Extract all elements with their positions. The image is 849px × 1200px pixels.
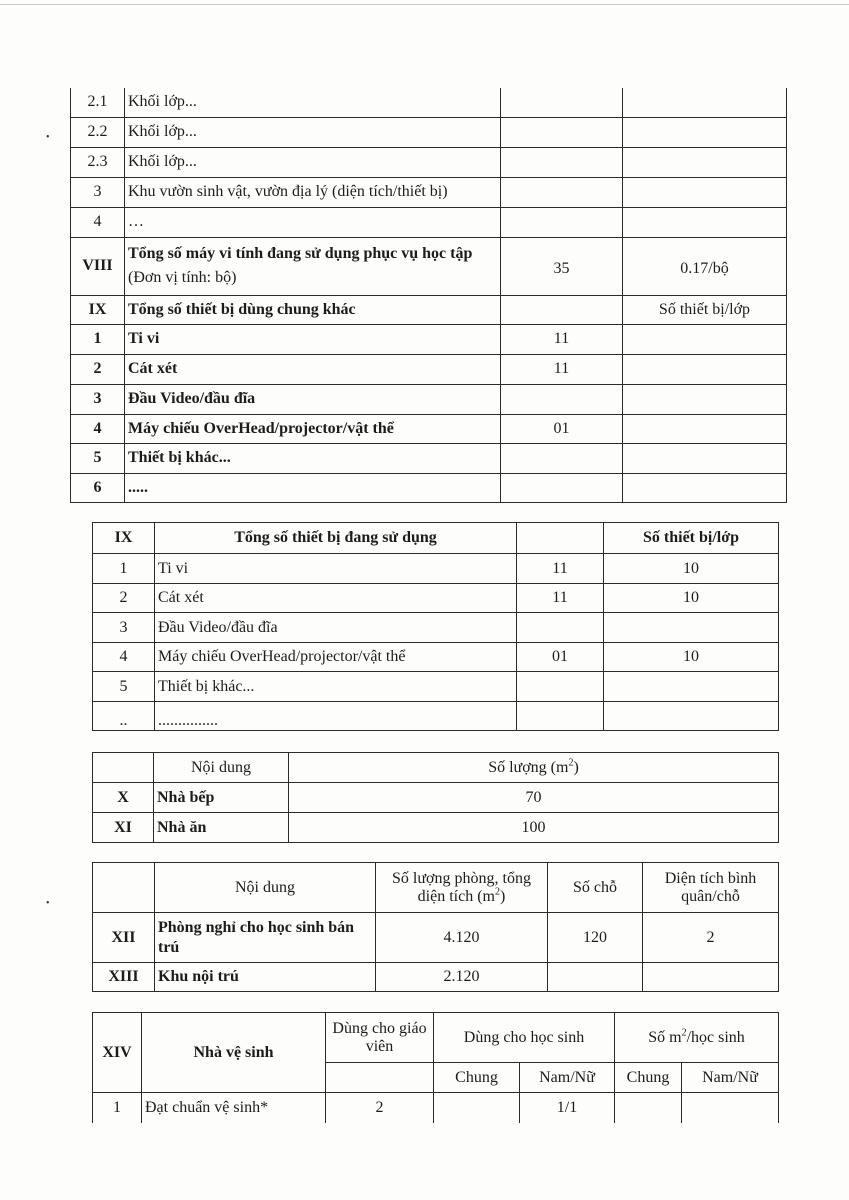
- header-m2-label: Số m: [648, 1028, 682, 1046]
- kitchen-dining-table: [92, 752, 779, 843]
- row-number: 1: [93, 1093, 142, 1123]
- table-row: [71, 177, 787, 207]
- row-content: …: [125, 207, 501, 237]
- row-quantity: [501, 443, 623, 473]
- subheader-teachers-empty: [326, 1063, 434, 1093]
- row-number: 5: [93, 672, 155, 702]
- row-content: Phòng nghỉ cho học sinh bán trú: [155, 913, 376, 963]
- row-content: Đầu Video/đầu đĩa: [125, 384, 501, 414]
- header-content: Nội dung: [155, 863, 376, 913]
- section-title: Tổng số thiết bị đang sử dụng: [155, 523, 517, 554]
- subheader-common-m2: Chung: [615, 1063, 682, 1093]
- header-ratio: Số thiết bị/lớp: [604, 523, 779, 554]
- row-quantity: [517, 672, 604, 702]
- table-row: [93, 702, 779, 731]
- table-row-section-ix: [71, 295, 787, 324]
- row-number: 2: [93, 584, 155, 613]
- table-row: [71, 473, 787, 502]
- row-ratio: 10: [604, 554, 779, 584]
- table-row: [93, 584, 779, 613]
- row-content: ...............: [155, 702, 517, 731]
- row-number: XII: [93, 913, 155, 963]
- row-number: 1: [71, 324, 125, 354]
- row-m2-common: [615, 1093, 682, 1123]
- header-m2-per-student: [615, 1013, 779, 1063]
- table-row: [71, 147, 787, 177]
- scan-speck: •: [46, 898, 50, 909]
- row-number: XI: [93, 813, 154, 843]
- row-quantity: 11: [517, 584, 604, 613]
- header-number: [93, 863, 155, 913]
- row-content: Ti vi: [125, 324, 501, 354]
- row-content: Khu nội trú: [155, 963, 376, 992]
- row-number: XIII: [93, 963, 155, 992]
- table-row: [93, 783, 779, 813]
- table-row: [93, 672, 779, 702]
- scan-speck: •: [46, 132, 50, 143]
- table-row: [71, 443, 787, 473]
- table-row: [71, 384, 787, 414]
- row-seats: [548, 963, 643, 992]
- toilets-table: [92, 1012, 779, 1123]
- row-number: ..: [93, 702, 155, 731]
- subheader-male-female: Nam/Nữ: [520, 1063, 615, 1093]
- table-row: [93, 813, 779, 843]
- table-row: [71, 324, 787, 354]
- section-number: IX: [93, 523, 155, 554]
- row-number: 6: [71, 473, 125, 502]
- table-row: [71, 354, 787, 384]
- table-row: [71, 117, 787, 147]
- table-row: [71, 88, 787, 117]
- row-content: Tổng số thiết bị dùng chung khác: [125, 295, 501, 324]
- row-content: Nhà ăn: [154, 813, 289, 843]
- header-quantity-label: Số lượng (m: [488, 758, 569, 776]
- row-number: 3: [71, 177, 125, 207]
- row-content: Nhà bếp: [154, 783, 289, 813]
- row-content: Máy chiếu OverHead/projector/vật thể: [155, 643, 517, 672]
- row-ratio: [623, 117, 787, 147]
- row-content: [125, 237, 501, 295]
- table-header-row: [93, 1013, 779, 1063]
- row-content: Thiết bị khác...: [155, 672, 517, 702]
- subheader-male-female-m2: Nam/Nữ: [682, 1063, 779, 1093]
- row-content: Đầu Video/đầu đĩa: [155, 613, 517, 643]
- row-ratio: [623, 414, 787, 443]
- row-ratio: [623, 177, 787, 207]
- row-ratio: [604, 702, 779, 731]
- row-quantity: [501, 117, 623, 147]
- table-row: [93, 963, 779, 992]
- section-title: Tổng số máy vi tính đang sử dụng phục vụ học tập: [128, 245, 473, 262]
- table-row: [71, 414, 787, 443]
- row-quantity: 100: [289, 813, 779, 843]
- row-number: 2.1: [71, 88, 125, 117]
- row-quantity: [501, 295, 623, 324]
- row-avg-area: [643, 963, 779, 992]
- row-ratio: [623, 384, 787, 414]
- row-teachers: 2: [326, 1093, 434, 1123]
- row-ratio: [623, 207, 787, 237]
- row-number: X: [93, 783, 154, 813]
- row-content: Ti vi: [155, 554, 517, 584]
- row-number: 1: [93, 554, 155, 584]
- unit-note: (Đơn vị tính: bộ): [128, 269, 237, 286]
- row-number: 5: [71, 443, 125, 473]
- row-number: 4: [93, 643, 155, 672]
- row-content: .....: [125, 473, 501, 502]
- header-m2-suffix: /học sinh: [686, 1028, 745, 1046]
- row-quantity: [517, 613, 604, 643]
- row-quantity: 01: [501, 414, 623, 443]
- header-content: Nội dung: [154, 753, 289, 783]
- row-number: 4: [71, 207, 125, 237]
- header-quantity-close: ): [573, 758, 579, 776]
- row-ratio: [604, 672, 779, 702]
- row-quantity: [501, 384, 623, 414]
- table-header-row: [93, 753, 779, 783]
- row-number: 4: [71, 414, 125, 443]
- row-rooms-area: 2.120: [376, 963, 548, 992]
- table-row: [93, 913, 779, 963]
- row-ratio: [623, 88, 787, 117]
- row-number: 2.3: [71, 147, 125, 177]
- row-number: VIII: [71, 237, 125, 295]
- row-quantity: 35: [501, 237, 623, 295]
- row-ratio: 10: [604, 584, 779, 613]
- scan-top-edge: [0, 4, 849, 5]
- row-content: Đạt chuẩn vệ sinh*: [142, 1093, 326, 1123]
- row-quantity: [517, 702, 604, 731]
- boarding-rooms-table: [92, 862, 779, 992]
- row-content: Khối lớp...: [125, 117, 501, 147]
- header-seats: Số chỗ: [548, 863, 643, 913]
- header-students: Dùng cho học sinh: [434, 1013, 615, 1063]
- superscript: 2: [494, 886, 500, 898]
- row-ratio: [623, 473, 787, 502]
- header-quantity: [517, 523, 604, 554]
- row-ratio: [604, 613, 779, 643]
- header-rooms-label: Số lượng phòng, tổng diện tích (m: [392, 869, 531, 905]
- section-title: Nhà vệ sinh: [142, 1013, 326, 1093]
- row-quantity: [501, 473, 623, 502]
- row-quantity: 01: [517, 643, 604, 672]
- row-quantity: 11: [501, 324, 623, 354]
- row-content: Khối lớp...: [125, 147, 501, 177]
- header-number: [93, 753, 154, 783]
- row-seats: 120: [548, 913, 643, 963]
- row-number: 2: [71, 354, 125, 384]
- row-students-common: [434, 1093, 520, 1123]
- row-number: 3: [71, 384, 125, 414]
- table-row-section-viii: [71, 237, 787, 295]
- row-ratio: 0.17/bộ: [623, 237, 787, 295]
- row-content: Khu vườn sinh vật, vườn địa lý (diện tích/thiết bị): [125, 177, 501, 207]
- header-rooms-area: [376, 863, 548, 913]
- table-row: [93, 1093, 779, 1123]
- table-row: [93, 554, 779, 584]
- row-quantity: [501, 177, 623, 207]
- row-rooms-area: 4.120: [376, 913, 548, 963]
- table-row: [93, 643, 779, 672]
- table-row: [93, 613, 779, 643]
- row-ratio: [623, 147, 787, 177]
- superscript: 2: [681, 1027, 687, 1039]
- table-header-row: [93, 523, 779, 554]
- row-quantity: [501, 207, 623, 237]
- header-rooms-close: ): [499, 887, 506, 905]
- table-row: [71, 207, 787, 237]
- row-m2-male-female: [682, 1093, 779, 1123]
- facilities-table-continued: [70, 88, 787, 503]
- row-content: Cát xét: [125, 354, 501, 384]
- row-ratio: 10: [604, 643, 779, 672]
- row-avg-area: 2: [643, 913, 779, 963]
- row-ratio: [623, 324, 787, 354]
- row-quantity: 11: [517, 554, 604, 584]
- row-ratio: Số thiết bị/lớp: [623, 295, 787, 324]
- equipment-in-use-table: [92, 522, 779, 731]
- row-content: Máy chiếu OverHead/projector/vật thể: [125, 414, 501, 443]
- table-header-row: [93, 863, 779, 913]
- row-students-male-female: 1/1: [520, 1093, 615, 1123]
- row-number: IX: [71, 295, 125, 324]
- section-number: XIV: [93, 1013, 142, 1093]
- row-quantity: 11: [501, 354, 623, 384]
- row-quantity: [501, 147, 623, 177]
- row-ratio: [623, 443, 787, 473]
- row-quantity: [501, 88, 623, 117]
- subheader-common: Chung: [434, 1063, 520, 1093]
- row-number: 3: [93, 613, 155, 643]
- row-content: Khối lớp...: [125, 88, 501, 117]
- row-ratio: [623, 354, 787, 384]
- row-number: 2.2: [71, 117, 125, 147]
- row-quantity: 70: [289, 783, 779, 813]
- superscript: 2: [568, 757, 574, 769]
- row-content: Cát xét: [155, 584, 517, 613]
- header-teachers: Dùng cho giáo viên: [326, 1013, 434, 1063]
- header-quantity: [289, 753, 779, 783]
- row-content: Thiết bị khác...: [125, 443, 501, 473]
- header-avg-area: Diện tích bình quân/chỗ: [643, 863, 779, 913]
